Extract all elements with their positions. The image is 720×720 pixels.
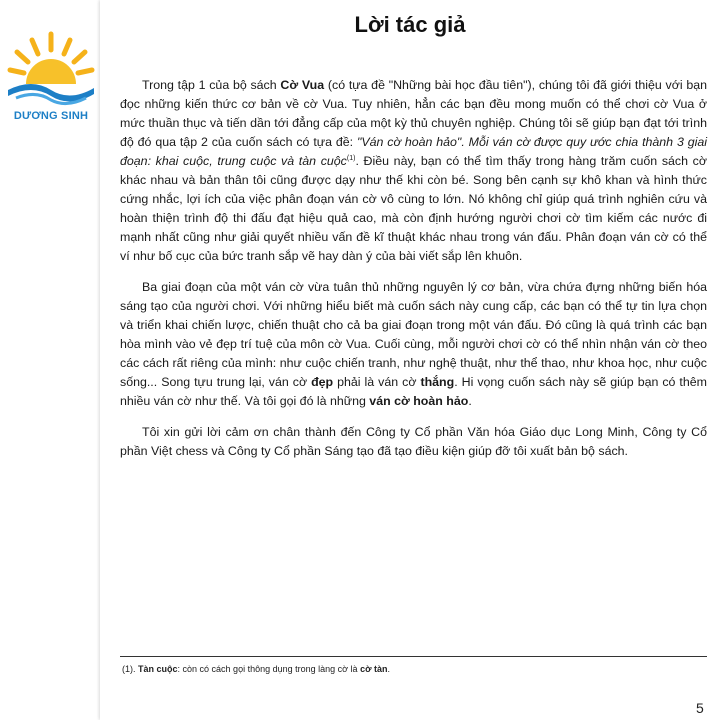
footnote-end: . bbox=[387, 664, 390, 674]
page-number: 5 bbox=[696, 700, 704, 716]
text-run: . bbox=[468, 394, 472, 408]
text-run: . Hi vọng cuốn sách này sẽ giúp bạn có thêm nhiều ván cờ như thế. Và tôi gọi đó là những bbox=[120, 375, 707, 408]
page-title: Lời tác giả bbox=[354, 12, 466, 37]
paragraph-3 bbox=[120, 423, 707, 461]
text-run: phải là ván cờ bbox=[333, 375, 421, 389]
publisher-name: DƯƠNG SINH bbox=[13, 110, 89, 122]
body-text bbox=[120, 76, 707, 473]
footnote bbox=[122, 664, 709, 674]
footnote-reference: (1) bbox=[346, 154, 356, 162]
footnote-text: : còn có cách gọi thông dụng trong làng cờ là bbox=[177, 664, 361, 674]
paragraph-2 bbox=[120, 278, 707, 411]
footnote-divider bbox=[120, 656, 707, 657]
text-run: . Điều này, bạn có thể tìm thấy trong hàng trăm cuốn sách cờ khác nhau và bản thân tôi cũng được dạy như thế khi còn bé. Song bên cạnh sự khô khan và hình thức cứng nhắc, lợi ích của việc phân đoạn ván cờ vô cùng to lớn. Nó không chỉ giúp quá trình nghiên cứu và hoàn thiện trình độ thi đấu đạt hiệu quả cao, mà còn định hướng người chơi cờ tìm kiếm các nước đi mạnh nhất cũng như giải quyết nhiều vấn đề kĩ thuật khác nhau trong ván đấu. Phân đoạn ván cờ có thể ví như bố cục của bức tranh sắp vẽ hay dàn ý của bài viết sắp lên khuôn. bbox=[120, 154, 707, 263]
footnote-term: Tàn cuộc bbox=[138, 664, 178, 674]
publisher-logo bbox=[2, 28, 100, 128]
italic-text: "Ván cờ hoàn hảo". Mỗi ván cờ được quy ước chia thành 3 giai đoạn: khai cuộc, trung cuộc và tàn cuộc bbox=[120, 135, 708, 168]
text-run: (có tựa đề "Những bài học đầu tiên"), chúng tôi đã giới thiệu với bạn đọc những kiến thức cơ bản về cờ Vua. Tuy nhiên, hẳn các bạn đều mong muốn có thể chơi cờ Vua ở mức thuần thục và tiến dần tới đẳng cấp của một kỳ thủ chuyên nghiệp. Chúng tôi sẽ giúp bạn đạt tới trình độ đó qua tập 2 của cuốn sách có tựa đề: bbox=[120, 78, 707, 149]
footnote-alt-term: cờ tàn bbox=[360, 664, 388, 674]
paragraph-1 bbox=[120, 76, 707, 266]
bold-text: ván cờ hoàn hảo bbox=[369, 394, 469, 408]
sun-logo-icon bbox=[2, 28, 100, 110]
text-run: Ba giai đoạn của một ván cờ vừa tuân thủ những nguyên lý cơ bản, vừa chứa đựng những biến hóa sáng tạo của người chơi. Với những hiểu biết mà cuốn sách này cung cấp, các bạn có thể tự tin lựa chọn và triển khai chiến lược, chiến thuật cho cả ba giai đoạn trong một ván đấu. Đó cũng là quá trình các bạn hòa mình vào vẻ đẹp trí tuệ của môn cờ Vua. Cuối cùng, mỗi người chơi cờ có thể nhìn nhận ván cờ theo các cách rất riêng của mình: như cuộc chiến tranh, như nghệ thuật, như thể thao, như khoa học, như cuộc sống... Song tựu trung lại, ván cờ bbox=[120, 280, 707, 389]
bold-text: thắng bbox=[420, 375, 455, 389]
bold-text: Cờ Vua bbox=[280, 78, 325, 92]
text-run: Trong tập 1 của bộ sách bbox=[142, 78, 281, 92]
bold-text: đẹp bbox=[311, 375, 334, 389]
left-margin bbox=[0, 0, 100, 720]
footnote-mark: (1). bbox=[122, 664, 139, 674]
text-run: Tôi xin gửi lời cảm ơn chân thành đến Công ty Cổ phần Văn hóa Giáo dục Long Minh, Công ty Cổ phần Việt chess và Công ty Cổ phần Sáng tạo đã tạo điều kiện giúp đỡ tôi xuất bản bộ sách. bbox=[120, 425, 707, 458]
book-page bbox=[100, 0, 720, 720]
